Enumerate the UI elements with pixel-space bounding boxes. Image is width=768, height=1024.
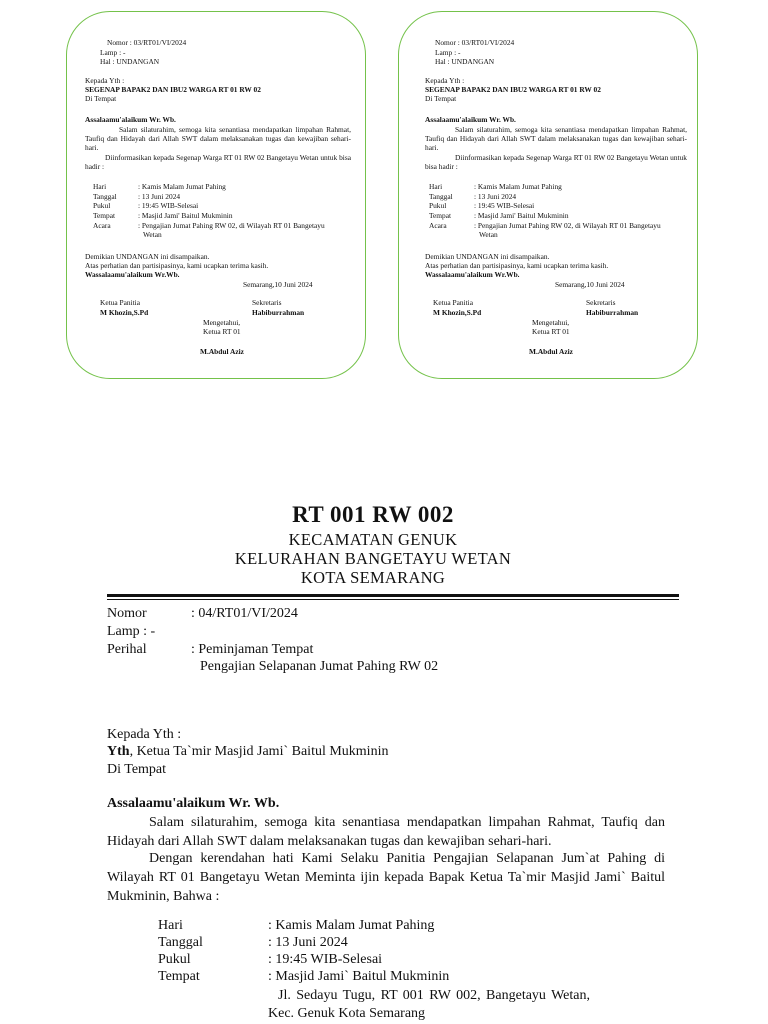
letterhead-kota: KOTA SEMARANG [300, 568, 446, 587]
perihal-value: : Peminjaman Tempat [191, 642, 314, 657]
nomor-label: Nomor [107, 606, 147, 621]
invitation-detail-value: : 13 Juni 2024 [138, 192, 181, 201]
invitation-hal: Hal : UNDANGAN [100, 57, 160, 66]
invitation-detail-label: Tanggal [429, 192, 453, 201]
kepada: Kepada Yth : [107, 727, 182, 742]
invitation-lamp: Lamp : - [435, 48, 461, 57]
invitation-date: Semarang,10 Juni 2024 [555, 280, 625, 289]
salam: Assalaamu'alaikum Wr. Wb. [107, 796, 280, 811]
invitation-detail-value: : Masjid Jami' Baitul Mukminin [138, 211, 233, 220]
mengetahui: Mengetahui, [532, 318, 570, 327]
invitation-detail-label: Pukul [93, 201, 111, 210]
invitation-hal: Hal : UNDANGAN [435, 57, 495, 66]
invitation-paragraph: Diinformasikan kepada Segenap Warga RT 01 RW 02 Bangetayu Wetan untuk bisa hadir : [425, 153, 687, 171]
invitation-closing: Demikian UNDANGAN ini disampaikan. [85, 252, 210, 261]
letter-paragraph: Dengan kerendahan hati Kami Selaku Panitia Pengajian Selapanan Jum`at Pahing di Wilayah RT 01 Bangetayu Wetan Meminta ijin kepada Bapak Ketua Ta`mir Masjid Jami` Baitul Mukminin, Bahwa : [107, 851, 665, 904]
invitation-kepada: Kepada Yth : [85, 76, 125, 85]
sekretaris-title: Sekretaris [586, 298, 616, 307]
ketua-rt-name: M.Abdul Aziz [529, 347, 573, 356]
location-address: Jl. Sedayu Tugu, RT 001 RW 002, Bangetayu Wetan, Kec. Genuk Kota Semarang [268, 988, 590, 1021]
invitation-detail-label: Tanggal [93, 192, 117, 201]
ketua-panitia-title: Ketua Panitia [100, 298, 141, 307]
perihal-value: Pengajian Selapanan Jumat Pahing RW 02 [200, 659, 439, 674]
detail-value: : Masjid Jami` Baitul Mukminin [268, 969, 450, 984]
letterhead-divider [107, 594, 679, 597]
sekretaris-title: Sekretaris [252, 298, 282, 307]
ketua-rt-name: M.Abdul Aziz [200, 347, 244, 356]
invitation-detail-value: : Kamis Malam Jumat Pahing [138, 182, 226, 191]
invitation-closing: Demikian UNDANGAN ini disampaikan. [425, 252, 550, 261]
ketua-rt-title: Ketua RT 01 [532, 327, 570, 336]
invitation-detail-value: : Kamis Malam Jumat Pahing [474, 182, 562, 191]
letterhead-divider [107, 599, 679, 600]
invitation-acara-cont: Wetan [143, 230, 162, 239]
invitation-salam: Assalaamu'alaikum Wr. Wb. [425, 115, 516, 124]
invitation-detail-value: : Pengajian Jumat Pahing RW 02, di Wilayah RT 01 Bangetayu [138, 221, 325, 230]
invitation-detail-label: Acara [93, 221, 111, 230]
invitation-nomor: Nomor : 03/RT01/VI/2024 [107, 38, 187, 47]
invitation-salam: Assalaamu'alaikum Wr. Wb. [85, 115, 176, 124]
invitation-detail-value: : 19:45 WIB-Selesai [474, 201, 535, 210]
invitation-detail-label: Hari [429, 182, 443, 191]
invitation-detail-label: Pukul [429, 201, 447, 210]
nomor-value: : 04/RT01/VI/2024 [191, 606, 298, 621]
ketua-panitia-name: M Khozin,S.Pd [433, 308, 482, 317]
invitation-wassalam: Wassalaamu'alaikum Wr.Wb. [85, 270, 180, 279]
sekretaris-name: Habiburrahman [586, 308, 639, 317]
invitation-detail-label: Tempat [429, 211, 452, 220]
recipient-prefix: Yth [107, 744, 130, 759]
detail-value: : 13 Juni 2024 [268, 935, 348, 950]
ketua-rt-title: Ketua RT 01 [203, 327, 241, 336]
invitation-detail-value: : Pengajian Jumat Pahing RW 02, di Wilayah RT 01 Bangetayu [474, 221, 661, 230]
detail-label: Pukul [158, 952, 191, 967]
perihal-label: Perihal [107, 642, 147, 657]
invitation-recipient: SEGENAP BAPAK2 DAN IBU2 WARGA RT 01 RW 02 [85, 85, 261, 94]
invitation-di-tempat: Di Tempat [85, 94, 117, 103]
ketua-panitia-name: M Khozin,S.Pd [100, 308, 149, 317]
invitation-detail-value: : 13 Juni 2024 [474, 192, 517, 201]
invitation-closing: Atas perhatian dan partisipasinya, kami ucapkan terima kasih. [425, 261, 609, 270]
invitation-detail-label: Hari [93, 182, 107, 191]
invitation-detail-label: Tempat [93, 211, 116, 220]
invitation-nomor: Nomor : 03/RT01/VI/2024 [435, 38, 515, 47]
invitation-recipient: SEGENAP BAPAK2 DAN IBU2 WARGA RT 01 RW 02 [425, 85, 601, 94]
letterhead-kecamatan: KECAMATAN GENUK [288, 530, 458, 549]
invitation-paragraph: Diinformasikan kepada Segenap Warga RT 01 RW 02 Bangetayu Wetan untuk bisa hadir : [85, 153, 351, 171]
detail-label: Tempat [158, 969, 200, 984]
ketua-panitia-title: Ketua Panitia [433, 298, 474, 307]
detail-value: : Kamis Malam Jumat Pahing [268, 918, 435, 933]
letter-paragraph: Salam silaturahim, semoga kita senantiasa mendapatkan limpahan Rahmat, Taufiq dan Hidayah dari Allah SWT dalam melaksanakan tugas dan kewajiban sehari-hari. [107, 815, 665, 849]
detail-value: : 19:45 WIB-Selesai [268, 952, 383, 967]
invitation-acara-cont: Wetan [479, 230, 498, 239]
di-tempat: Di Tempat [107, 762, 167, 777]
invitation-paragraph: Salam silaturahim, semoga kita senantiasa mendapatkan limpahan Rahmat, Taufiq dan Hidayah dari Allah SWT dalam melaksanakan tugas dan kewajiban sehari-hari. [85, 125, 351, 152]
invitation-lamp: Lamp : - [100, 48, 126, 57]
invitation-paragraph: Salam silaturahim, semoga kita senantiasa mendapatkan limpahan Rahmat, Taufiq dan Hidayah dari Allah SWT dalam melaksanakan tugas dan kewajiban sehari-hari. [425, 125, 687, 152]
lamp-field: Lamp : - [107, 624, 156, 639]
invitation-wassalam: Wassalaamu'alaikum Wr.Wb. [425, 270, 520, 279]
recipient-name: , Ketua Ta`mir Masjid Jami` Baitul Mukminin [129, 744, 389, 759]
sekretaris-name: Habiburrahman [252, 308, 305, 317]
invitation-detail-label: Acara [429, 221, 447, 230]
mengetahui: Mengetahui, [203, 318, 241, 327]
detail-label: Hari [158, 918, 183, 933]
invitation-kepada: Kepada Yth : [425, 76, 465, 85]
letterhead-kelurahan: KELURAHAN BANGETAYU WETAN [234, 549, 512, 568]
invitation-detail-value: : 19:45 WIB-Selesai [138, 201, 199, 210]
recipient [107, 744, 388, 760]
invitation-di-tempat: Di Tempat [425, 94, 457, 103]
invitation-detail-value: : Masjid Jami' Baitul Mukminin [474, 211, 569, 220]
detail-label: Tanggal [158, 935, 203, 950]
invitation-closing: Atas perhatian dan partisipasinya, kami ucapkan terima kasih. [85, 261, 269, 270]
invitation-date: Semarang,10 Juni 2024 [243, 280, 313, 289]
letterhead-org: RT 001 RW 002 [292, 502, 454, 527]
